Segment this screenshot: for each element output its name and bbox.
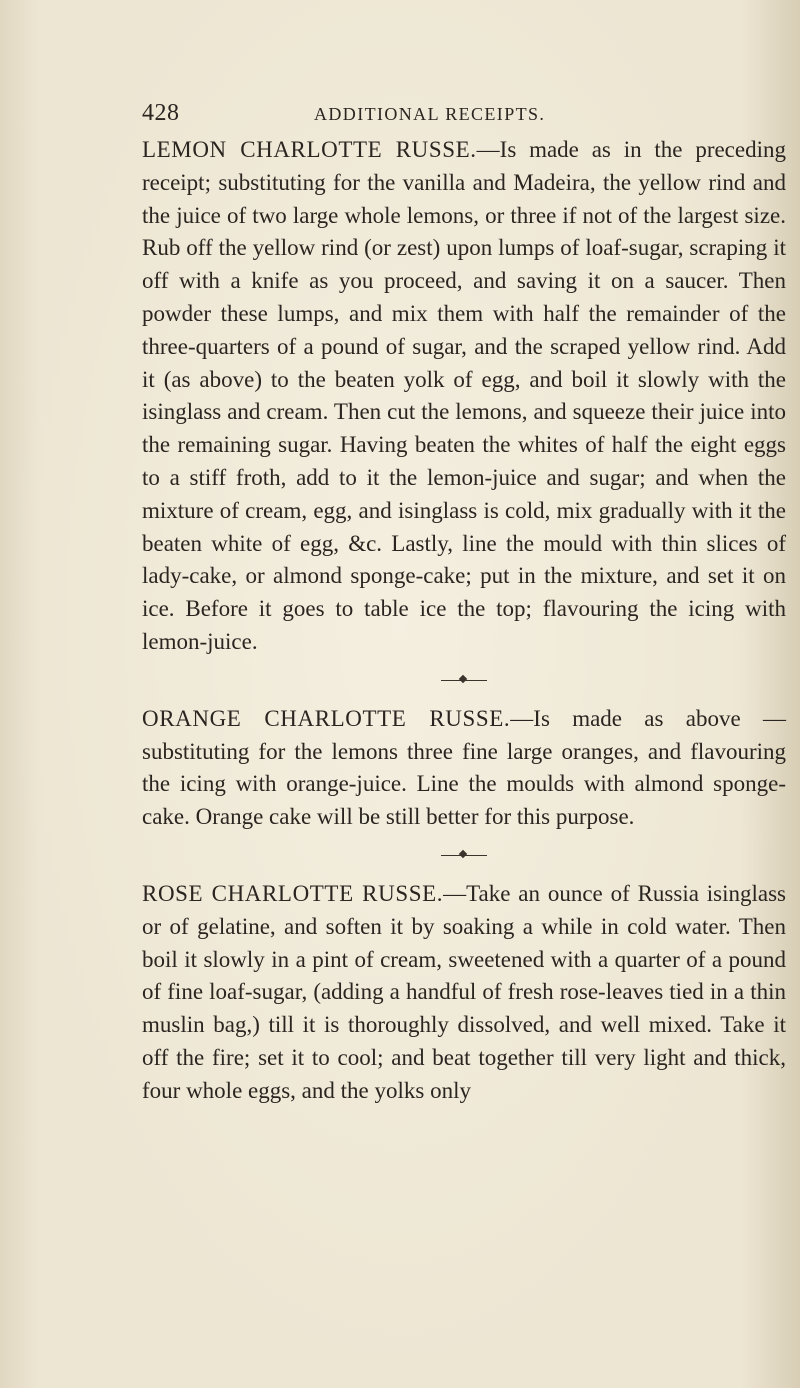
section-divider [142,659,786,703]
recipe-title: LEMON CHARLOTTE RUSSE. [142,137,477,162]
recipe-text: —Is made as in the preceding receipt; substituting for the vanilla and Madeira, the yellow rind and the juice of two large whole lemons, or three if not of the largest size. Rub off the yellow rind (or zest) upon lumps of loaf-sugar, scraping it off with a knife as you proceed, and saving it on a saucer. Then powder these lumps, and mix them with half the remainder of the three-quarters of a pound of sugar, and the scraped yellow rind. Add it (as above) to the beaten yolk of egg, and boil it slowly with the isinglass and cream. Then cut the lemons, and squeeze their juice into the remaining sugar. Having beaten the whites of half the eight eggs to a stiff froth, add to it the lemon-juice and sugar; and when the mixture of cream, egg, and isinglass is cold, mix gradually with it the beaten white of egg, &c. Lastly, line the mould with thin slices of lady-cake, or almond sponge-cake; put in the mixture, and set it on ice. Before it goes to table ice the top; flavouring the icing with lemon-juice. [142,137,786,654]
recipe-lemon-charlotte-russe [142,134,786,659]
diamond-ornament-icon [459,850,467,858]
recipe-text: —Take an ounce of Russia isinglass or of gelatine, and soften it by soaking a while in cold water. Then boil it slowly in a pint of cream, sweetened with a quarter of a pound of fine loaf-sugar, (adding a handful of fresh rose-leaves tied in a thin muslin bag,) till it is thoroughly dissolved, and well mixed. Take it off the fire; set it to cool; and beat together till very light and thick, four whole eggs, and the yolks only [142,880,787,1103]
recipe-text: —Is made as above —substituting for the lemons three fine large oranges, and flavouring the icing with orange-juice. Line the moulds with almond sponge-cake. Orange cake will be still better for this purpose. [142,705,786,830]
recipe-rose-charlotte-russe [142,878,786,1108]
running-title: ADDITIONAL RECEIPTS. [314,104,546,124]
recipe-orange-charlotte-russe [142,703,786,834]
section-divider [142,834,786,878]
page-body [142,134,786,1108]
page-number: 428 [142,100,180,126]
recipe-title: ROSE CHARLOTTE RUSSE. [142,880,444,906]
page-header [142,100,672,134]
recipe-title: ORANGE CHARLOTTE RUSSE. [142,705,511,731]
diamond-ornament-icon [459,675,467,683]
